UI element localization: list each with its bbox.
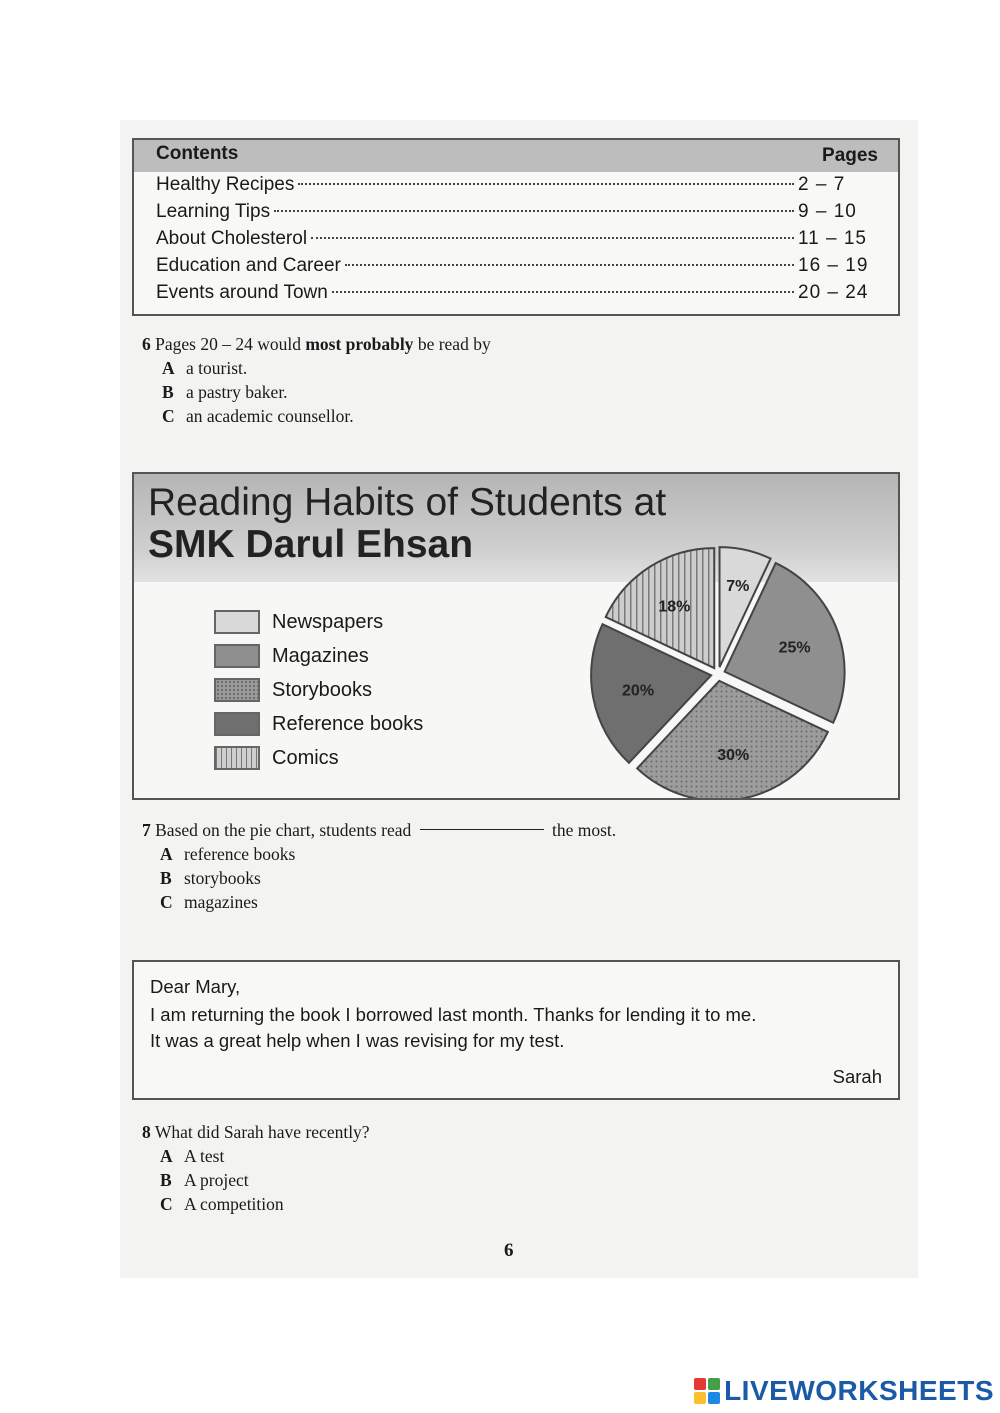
legend-swatch — [214, 678, 260, 702]
toc-row — [156, 228, 886, 254]
option-letter: A — [160, 1146, 173, 1166]
answer-option[interactable] — [142, 1192, 370, 1216]
chart-title-line1: Reading Habits of Students at — [148, 481, 667, 524]
option-text: A project — [184, 1170, 249, 1190]
pages-heading: Pages — [822, 145, 878, 166]
toc-row — [156, 201, 886, 227]
legend-label: Comics — [272, 746, 339, 769]
pie-label-newspapers: 7% — [726, 578, 750, 596]
toc-pages: 2 – 7 — [798, 174, 846, 195]
answer-option[interactable] — [142, 866, 616, 890]
question-stem — [142, 332, 491, 356]
answer-option[interactable] — [142, 404, 491, 428]
answer-blank[interactable] — [420, 829, 544, 830]
legend-label: Storybooks — [272, 678, 373, 701]
toc-row — [156, 282, 886, 308]
brand-text: LIVEWORKSHEETS — [724, 1375, 994, 1406]
option-letter: C — [162, 406, 175, 426]
liveworksheets-logo-icon — [694, 1378, 720, 1404]
answer-option[interactable] — [142, 380, 491, 404]
pie-chart-panel — [132, 472, 900, 800]
question-8 — [142, 1120, 370, 1216]
toc-label: Education and Career — [156, 255, 341, 276]
legend-swatch — [214, 644, 260, 668]
page-number: 6 — [504, 1240, 514, 1261]
toc-label: Healthy Recipes — [156, 174, 295, 195]
pie-label-reference-books: 20% — [622, 682, 655, 700]
stem-text: Pages 20 – 24 would — [155, 334, 306, 354]
question-number: 7 — [142, 820, 151, 840]
option-letter: C — [160, 1194, 173, 1214]
toc-pages: 11 – 15 — [798, 228, 867, 249]
question-number: 6 — [142, 334, 151, 354]
legend-swatch — [214, 610, 260, 634]
toc-leader — [311, 237, 794, 239]
stem-emphasis: most probably — [305, 334, 414, 354]
legend-swatch — [214, 746, 260, 770]
toc-leader — [345, 264, 794, 266]
note-box — [132, 960, 900, 1100]
legend-item-reference-books — [214, 710, 423, 738]
contents-table — [132, 138, 900, 316]
pie-label-magazines: 25% — [778, 639, 811, 657]
question-6 — [142, 332, 491, 428]
legend-item-storybooks — [214, 676, 372, 704]
chart-title-line2: SMK Darul Ehsan — [148, 523, 474, 566]
question-stem — [142, 1120, 370, 1144]
stem-text: What did Sarah have recently? — [154, 1122, 370, 1142]
toc-row — [156, 174, 886, 200]
option-text: A test — [184, 1146, 225, 1166]
option-letter: A — [162, 358, 175, 378]
legend-label: Newspapers — [272, 610, 384, 633]
contents-title: Contents — [156, 143, 239, 164]
toc-leader — [298, 183, 794, 185]
legend-label: Magazines — [272, 644, 369, 667]
answer-option[interactable] — [142, 890, 616, 914]
question-7 — [142, 818, 616, 914]
note-line: It was a great help when I was revising for my test. — [150, 1030, 565, 1051]
contents-header-bar — [134, 140, 898, 172]
toc-label: About Cholesterol — [156, 228, 308, 249]
option-letter: C — [160, 892, 173, 912]
answer-option[interactable] — [142, 842, 616, 866]
option-letter: B — [160, 1170, 172, 1190]
option-letter: B — [160, 868, 172, 888]
pie-label-storybooks: 30% — [717, 746, 750, 764]
option-text: A competition — [184, 1194, 284, 1214]
stem-text: the most. — [551, 820, 617, 840]
legend-item-newspapers — [214, 608, 383, 636]
toc-pages: 9 – 10 — [798, 201, 857, 222]
toc-row — [156, 255, 886, 281]
pie-label-comics: 18% — [658, 598, 691, 616]
option-text: an academic counsellor. — [186, 406, 354, 426]
option-text: a pastry baker. — [186, 382, 288, 402]
toc-pages: 20 – 24 — [798, 282, 869, 303]
option-letter: B — [162, 382, 174, 402]
liveworksheets-brand — [694, 1375, 994, 1407]
option-text: reference books — [184, 844, 296, 864]
answer-option[interactable] — [142, 1168, 370, 1192]
note-greeting: Dear Mary, — [150, 976, 241, 997]
stem-text: be read by — [413, 334, 491, 354]
stem-text: Based on the pie chart, students read — [155, 820, 412, 840]
legend-item-comics — [214, 744, 339, 772]
legend-swatch — [214, 712, 260, 736]
option-text: magazines — [184, 892, 258, 912]
answer-option[interactable] — [142, 356, 491, 380]
toc-leader — [332, 291, 794, 293]
toc-label: Events around Town — [156, 282, 328, 303]
question-stem — [142, 818, 616, 842]
option-text: a tourist. — [186, 358, 248, 378]
note-line: I am returning the book I borrowed last month. Thanks for lending it to me. — [150, 1004, 757, 1025]
question-number: 8 — [142, 1122, 151, 1142]
option-text: storybooks — [184, 868, 261, 888]
note-signature: Sarah — [832, 1066, 882, 1087]
toc-leader — [274, 210, 794, 212]
answer-option[interactable] — [142, 1144, 370, 1168]
legend-item-magazines — [214, 642, 369, 670]
toc-label: Learning Tips — [156, 201, 271, 222]
pie-chart — [534, 534, 894, 798]
toc-pages: 16 – 19 — [798, 255, 869, 276]
legend-label: Reference books — [272, 712, 424, 735]
option-letter: A — [160, 844, 173, 864]
